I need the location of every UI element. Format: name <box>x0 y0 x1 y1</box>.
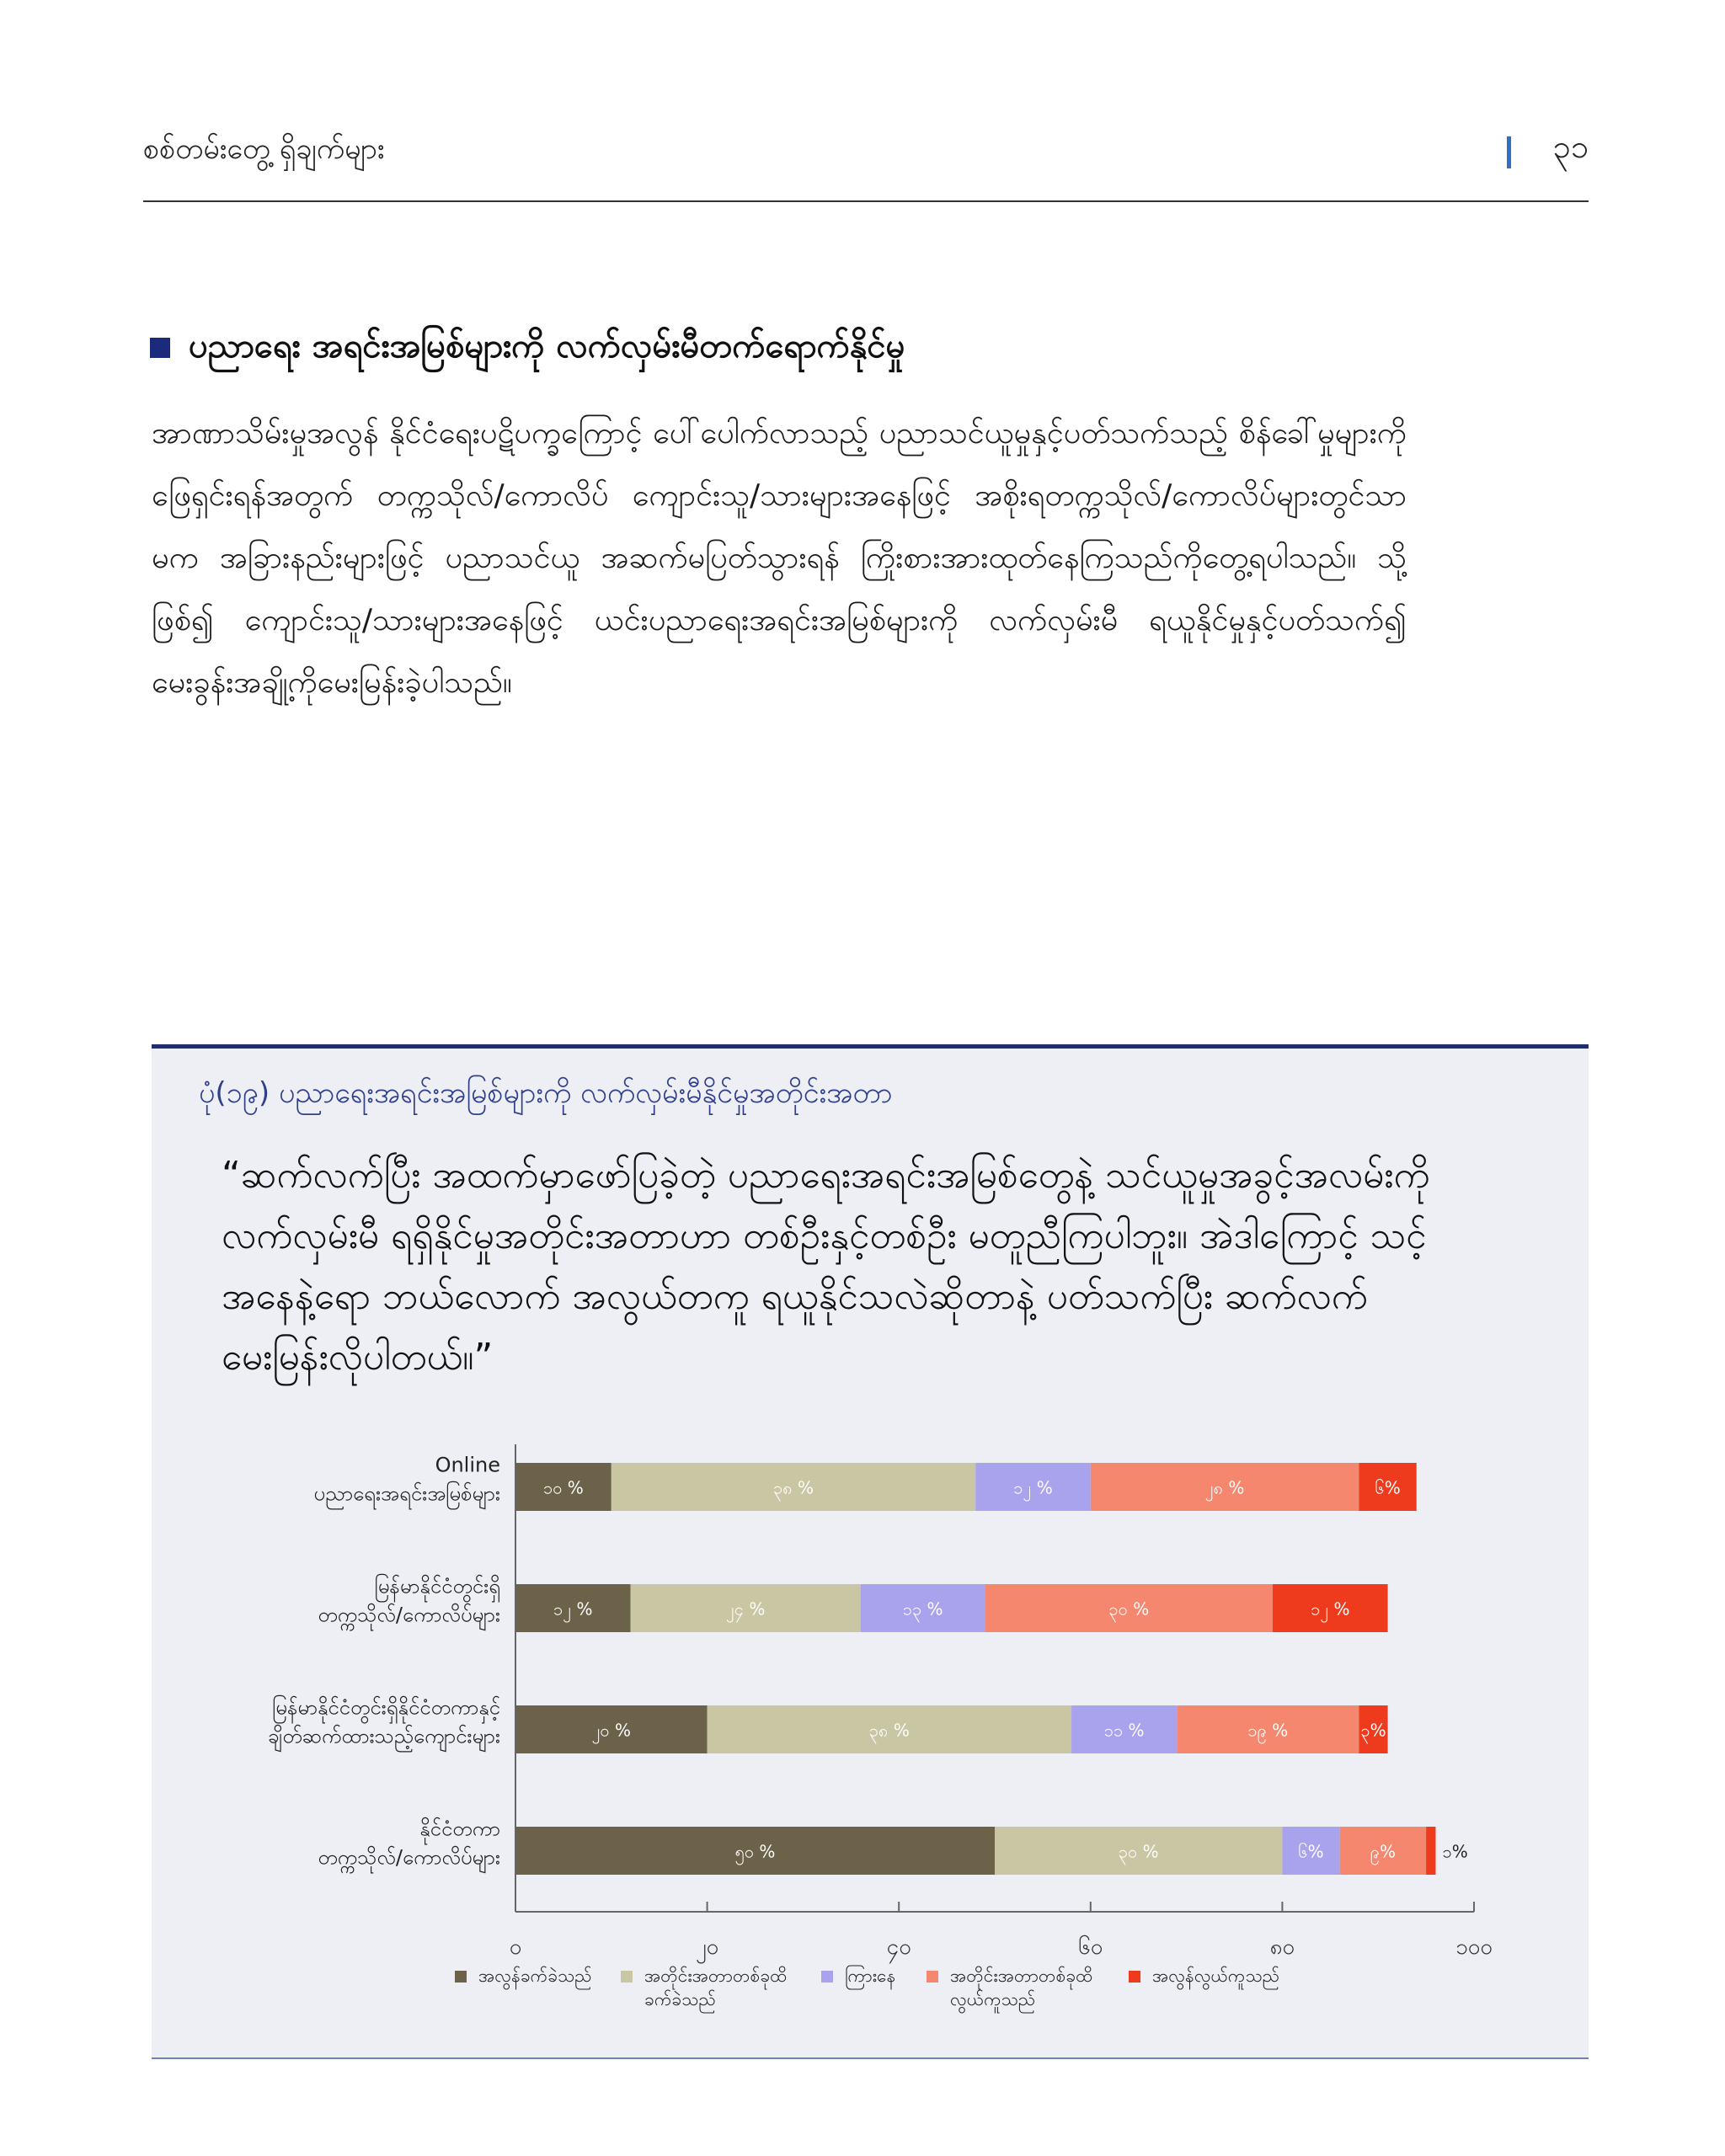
x-tick-label: ၁၀၀ <box>1455 1935 1493 1960</box>
data-label: ၂၈ % <box>1204 1477 1245 1498</box>
category-label-line: မြန်မာနိုင်ငံတွင်းရှိ <box>374 1574 500 1598</box>
square-bullet-icon <box>150 338 170 358</box>
running-title: စစ်တမ်းတွေ့ ရှိချက်များ <box>143 132 385 166</box>
data-label: ၁၉ % <box>1247 1720 1289 1741</box>
legend-label-line: လွယ်ကူသည် <box>950 1989 1036 2009</box>
category-label-line: တက္ကသိုလ်/ကောလိပ်များ <box>318 1845 500 1870</box>
page-number: ၃၁ <box>1552 128 1589 165</box>
legend-swatch <box>1129 1971 1140 1983</box>
data-label: ၆% <box>1375 1477 1401 1498</box>
data-label: ၂၄ % <box>725 1598 766 1620</box>
data-label: ၁၂ % <box>553 1598 593 1620</box>
x-tick-label: ၂၀ <box>695 1935 719 1960</box>
category-label <box>318 1817 500 1874</box>
x-tick-label: ၀ <box>509 1935 522 1960</box>
data-label: ၁၂ % <box>1311 1598 1350 1620</box>
data-label: ၃၈ % <box>772 1477 814 1498</box>
category-label-line: နိုင်ငံတကာ <box>419 1817 500 1841</box>
x-tick-label: ၆၀ <box>1078 1935 1103 1960</box>
legend-swatch <box>821 1971 833 1983</box>
legend-label-line: အလွန်ခက်ခဲသည် <box>478 1966 592 1986</box>
header-bar <box>143 126 1589 200</box>
header-rule <box>143 200 1589 202</box>
data-label: ၅၀ % <box>734 1841 776 1862</box>
data-label: ၉% <box>1370 1841 1397 1862</box>
section-heading <box>150 324 1413 374</box>
stacked-bar-chart <box>152 1049 1589 2063</box>
category-label-line: တက္ကသိုလ်/ကောလိပ်များ <box>318 1603 500 1627</box>
data-label: ၆% <box>1298 1841 1324 1862</box>
category-label-line: ချိတ်ဆက်ထားသည့်ကျောင်းများ <box>268 1724 500 1748</box>
section-heading-text: ပညာရေး အရင်းအမြစ်များကို လက်လှမ်းမီတက်ရောက်နိုင်မှု <box>189 327 905 366</box>
category-label <box>313 1454 500 1510</box>
figure-quote: “ဆက်လက်ပြီး အထက်မှာဖော်ပြခဲ့တဲ့ ပညာရေးအရင်းအမြစ်တွေနဲ့ သင်ယူမှုအခွင့်အလမ်းကို လက်လှမ်းမီ ရရှိနိုင်မှုအတိုင်းအတာဟာ တစ်ဦးနှင့်တစ်ဦး မတူညီကြပါဘူး။ အဲဒါကြောင့် သင့်အနေနဲ့ရော ဘယ်လောက် အလွယ်တကူ ရယူနိုင်သလဲဆိုတာနဲ့ ပတ်သက်ပြီး ဆက်လက်မေးမြန်းလိုပါတယ်။” <box>222 1154 1430 1379</box>
category-label <box>318 1573 500 1631</box>
legend-label-line: အတိုင်းအတာတစ်ခုထိ <box>950 1966 1093 1986</box>
legend-label-line: ကြားနေ <box>845 1966 896 1986</box>
data-label: ၁၁ % <box>1103 1720 1145 1741</box>
legend-label <box>478 1965 592 1991</box>
data-label: ၃၀ % <box>1118 1841 1159 1862</box>
legend-label <box>644 1965 787 2014</box>
category-label-line: Online <box>435 1453 500 1477</box>
legend-label <box>845 1964 895 1990</box>
data-label: ၂၀ % <box>591 1720 632 1741</box>
legend-swatch <box>927 1971 938 1983</box>
figure-caption: ပုံ(၁၉) ပညာရေးအရင်းအမြစ်များကို လက်လှမ်းမီနိုင်မှုအတိုင်းအတာ <box>199 1076 893 1110</box>
category-label-line: မြန်မာနိုင်ငံတွင်းရှိနိုင်ငံတကာနှင့် <box>272 1695 500 1720</box>
data-label: ၁၀ % <box>542 1477 584 1498</box>
category-label-line: ပညာရေးအရင်းအမြစ်များ <box>313 1481 500 1506</box>
legend-label-line: အလွန်လွယ်ကူသည် <box>1152 1966 1280 1986</box>
data-label: ၁၃ % <box>902 1598 943 1620</box>
bar-segment <box>1426 1827 1435 1875</box>
legend-label <box>950 1965 1092 2015</box>
body-paragraph: အာဏာသိမ်းမှုအလွန် နိုင်ငံရေးပဋိပက္ခကြောင့် ပေါ်ပေါက်လာသည့် ပညာသင်ယူမှုနှင့်ပတ်သက်သည့် စိန်ခေါ်မှုများကို ဖြေရှင်းရန်အတွက် တက္ကသိုလ်/ကောလိပ် ကျောင်းသူ/သားများအနေဖြင့် အစိုးရတက္ကသိုလ်/ကောလိပ်များတွင်သာမက အခြားနည်းများဖြင့် ပညာသင်ယူ အဆက်မပြတ်သွားရန် ကြိုးစားအားထုတ်နေကြသည်ကိုတွေ့ရပါသည်။ သို့ဖြစ်၍ ကျောင်းသူ/သားများအနေဖြင့် ယင်းပညာရေးအရင်းအမြစ်များကို လက်လှမ်းမီ ရယူနိုင်မှုနှင့်ပတ်သက်၍ မေးခွန်းအချို့ကိုမေးမြန်းခဲ့ပါသည်။ <box>152 416 1407 700</box>
data-label: ၃၀ % <box>1108 1598 1150 1620</box>
category-label <box>268 1694 500 1753</box>
data-label: ၃% <box>1360 1720 1386 1741</box>
figure-panel <box>152 1044 1589 2059</box>
legend-label-line: အတိုင်းအတာတစ်ခုထိ <box>644 1966 788 1986</box>
legend-label-line: ခက်ခဲသည် <box>644 1989 716 2009</box>
x-tick-label: ၈၀ <box>1269 1935 1295 1960</box>
legend-swatch <box>621 1971 633 1983</box>
legend-label <box>1152 1965 1279 1991</box>
data-label: ၃၈ % <box>868 1720 910 1741</box>
data-label: ၁၂ % <box>1013 1477 1053 1498</box>
legend-swatch <box>455 1971 467 1983</box>
page-number-separator <box>1507 136 1511 168</box>
x-tick-label: ၄၀ <box>886 1935 911 1960</box>
data-label: ၁% <box>1442 1841 1468 1862</box>
